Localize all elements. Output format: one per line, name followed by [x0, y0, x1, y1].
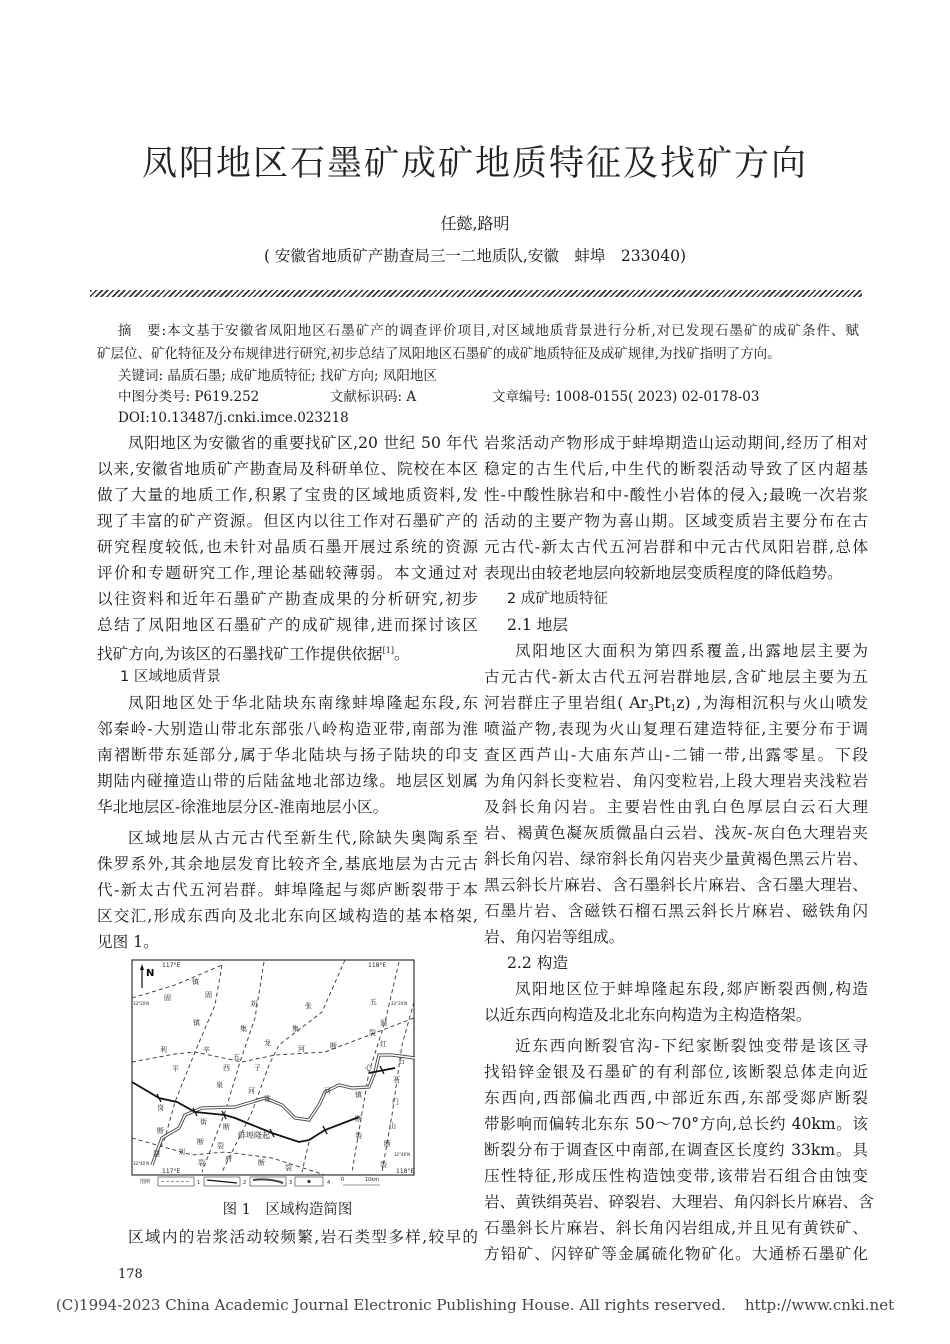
paragraph — [97, 825, 478, 955]
text-line: 岩、黄铁绢英岩、碎裂岩、大理岩、角闪斜长片麻岩、含 — [484, 1193, 874, 1211]
map-label: 裂 — [198, 1159, 205, 1167]
text-line: 凤阳地区为安徽省的重要找矿区,20 世纪 50 年代 — [128, 434, 478, 452]
map-label: 河 — [298, 1045, 305, 1053]
text-line: 总结了凤阳地区石墨矿产的成矿规律,进而探讨该区 — [97, 616, 478, 634]
map-label: 断 — [157, 1127, 164, 1135]
map-label: 固 — [205, 991, 212, 999]
longitude-label: 118°E — [368, 962, 387, 969]
section-heading: 2.2 构造 — [507, 954, 568, 972]
uplift-label: 蚌埠隆起 — [238, 1131, 270, 1140]
paragraph — [484, 976, 868, 1028]
latitude-label: 33°20′N — [391, 1001, 408, 1006]
article-number: 文章编号: 1008-0155( 2023) 02-0178-03 — [492, 389, 760, 405]
map-label: 裂 — [369, 1029, 376, 1037]
legend-label: 3 — [289, 1180, 293, 1186]
text-line: 做了大量的地质工作,积累了宝贵的区域地质资料,发 — [97, 486, 478, 504]
text-line: 岩浆活动产物形成于蚌埠期造山运动期间,经历了相对 — [484, 434, 868, 452]
text-line: 见图 1。 — [97, 933, 159, 951]
text-line: 以来,安徽省地质矿产勘查局及科研单位、院校在本区 — [97, 460, 478, 478]
article-meta — [118, 366, 858, 429]
map-label: 镇 — [355, 1091, 362, 1099]
map-label: 张 — [305, 1002, 312, 1010]
map-label: 裂 — [153, 1150, 160, 1158]
paragraph — [484, 1033, 874, 1267]
map-label: 淮 — [264, 1095, 271, 1103]
map-label: 裂 — [380, 1161, 387, 1169]
left-column — [97, 430, 478, 955]
text-line: 区域地层从古元古代至新生代,除缺失奥陶系至 — [128, 829, 478, 847]
legend-label: 1 — [197, 1180, 201, 1186]
text-line: 凤阳地区处于华北陆块东南缘蚌埠隆起东段,东 — [128, 694, 478, 712]
text-line: 河岩群庄子里岩组( $Ar_3Pt_1z$) ,为海相沉积与火山喷发 — [484, 694, 868, 714]
text-line: 断裂分布于调查区中南部,在调查区长度约 33km。具 — [484, 1141, 868, 1159]
map-label: 镇 — [192, 978, 199, 986]
affiliation: ( 安徽省地质矿产勘查局三一二地质队,安徽 蚌埠 233040) — [263, 247, 687, 265]
text-line: 表现出由较老地层向较新地层变质程度的降低趋势。 — [484, 564, 843, 582]
right-column — [484, 430, 874, 1267]
map-label: 断 — [223, 1123, 230, 1131]
section-heading: 2.1 地层 — [507, 616, 568, 634]
longitude-label: 118°E — [396, 1168, 415, 1175]
map-label: 石 — [393, 1076, 400, 1084]
map-label: 利 — [160, 1046, 167, 1054]
text-line: 压性特征,形成压性构造蚀变带,该带岩石组合由蚀变 — [484, 1167, 868, 1185]
paragraph — [484, 638, 868, 950]
text-line: 性-中酸性脉岩和中-酸性小岩体的侵入;最晚一次岩浆 — [484, 486, 868, 504]
text-line: 以往资料和近年石墨矿产勘查成果的分析研究,初步 — [97, 590, 478, 608]
text-line: 斜长角闪岩、绿帘斜长角闪岩夹少量黄褐色黑云片岩、 — [484, 850, 868, 868]
text-line: 带影响而偏转北东东 50～70°方向,总长约 40km。该 — [484, 1115, 868, 1133]
latitude-label: 33°20′N — [133, 1001, 150, 1006]
legend-label: 2 — [243, 1180, 247, 1186]
section-heading: 1 区域地质背景 — [120, 669, 221, 685]
map-label: 裂 — [285, 1164, 292, 1172]
decorative-divider — [90, 290, 862, 297]
text-line: 稳定的古生代后,中生代的断裂活动导致了区内超基 — [484, 460, 868, 478]
text-line: 近东西向断裂官沟-下纪家断裂蚀变带是该区寻 — [515, 1037, 868, 1055]
north-label: N — [146, 968, 155, 979]
scale-label: 10km — [365, 1177, 380, 1183]
text-line: 评价和专题研究工作,理论基础较薄弱。本文通过对 — [97, 564, 478, 582]
map-label: 河 — [324, 1087, 331, 1095]
text-line: 古元古代-新太古代五河岩群地层,含矿地层主要为五 — [484, 668, 868, 686]
paragraph — [484, 430, 868, 586]
text-line: 凤阳地区大面积为第四系覆盖,出露地层主要为 — [515, 642, 868, 660]
doi: DOI:10.13487/j.cnki.imce.023218 — [118, 410, 349, 426]
map-label: 断 — [258, 1159, 265, 1167]
map-label: 裂 — [217, 1142, 224, 1150]
latitude-label: 32°40′N — [133, 1161, 150, 1166]
latitude-label: 32°40′N — [394, 1152, 411, 1157]
map-label: 固 — [164, 994, 171, 1002]
text-line: 代-新太古代五河岩群。蚌埠隆起与郯庐断裂带于本 — [97, 881, 478, 899]
text-line: 喷溢产物,表现为火山复理石建造特征,主要分布于调 — [484, 720, 868, 738]
subscript: 1 — [670, 704, 677, 714]
map-label: 平 — [172, 1065, 179, 1073]
map-label: 河 — [248, 1087, 255, 1095]
text-line: 以近东西向构造及北北东向构造为主构造格架。 — [484, 1006, 812, 1024]
text-line: 活动的主要产物为喜山期。区域变质岩主要分布在古 — [484, 512, 868, 530]
text-line: 石墨斜长片麻岩、斜长角闪岩组成,并且见有黄铁矿、 — [484, 1219, 868, 1237]
text-line: 黑云斜长片麻岩、含石墨斜长片麻岩、含石墨大理岩、 — [484, 876, 868, 894]
map-label: 裂 — [355, 1132, 362, 1140]
map-label: 西 — [223, 1064, 230, 1072]
map-label: 心 — [365, 1064, 372, 1072]
map-label: 断 — [330, 1042, 337, 1050]
text-line: 方铅矿、闪锌矿等金属硫化物矿化。大通桥石墨矿化 — [484, 1245, 868, 1263]
text-line: 期陆内碰撞造山带的后陆盆地北部边缘。地层区划属 — [97, 772, 478, 790]
map-label: 刘 — [250, 1000, 257, 1008]
map-label: 涧 — [380, 1019, 387, 1027]
abstract — [97, 320, 859, 366]
text-line: 研究程度较低,也未针对晶质石墨开展过系统的资源 — [97, 538, 478, 556]
map-label: 断 — [384, 1140, 391, 1148]
text-line: 岩、褐黄色凝灰质微晶白云岩、浅灰-灰白色大理岩夹 — [484, 824, 868, 842]
text-line: 找矿方向,为该区的石墨找矿工作提供依据[1]。 — [97, 645, 410, 663]
text-line: 元古代-新太古代五河岩群和中元古代凤阳岩群,总体 — [484, 538, 868, 556]
text-line: 及斜长角闪岩。主要岩性由乳白色厚层白云石大理 — [484, 798, 868, 816]
abstract-line: 摘 要:本文基于安徽省凤阳地区石墨矿产的调查评价项目,对区域地质背景进行分析,对已发现石墨矿的成矿条件、赋 — [118, 323, 859, 339]
text-line: 凤阳地区位于蚌埠隆起东段,郯庐断裂西侧,构造 — [515, 980, 868, 998]
regional-structure-map — [130, 958, 416, 1196]
map-label: 辛 — [203, 1046, 210, 1054]
map-label: 龙 — [264, 1039, 271, 1047]
text-line: 现了丰富的矿产资源。但区内以往工作对石墨矿产的 — [97, 512, 478, 530]
legend-title: 图例 — [140, 1179, 151, 1185]
page-number: 178 — [118, 1267, 143, 1282]
legend-label: 4 — [327, 1180, 331, 1186]
map-label: 集 — [240, 1025, 247, 1033]
map-label: 刘 — [178, 1148, 185, 1156]
clc-number: 中图分类号: P619.252 — [118, 389, 260, 405]
map-label: 五 — [370, 998, 377, 1006]
left-column-continuation — [97, 1224, 478, 1250]
text-line: 华北地层区-徐淮地层分区-淮南地层小区。 — [97, 798, 389, 816]
map-label: 街 — [200, 1118, 207, 1126]
section-heading: 2 成矿地质特征 — [507, 591, 608, 607]
text-line: 南褶断带东延部分,属于华北陆块与扬子陆块的印支 — [97, 746, 478, 764]
text-line: 侏罗系外,其余地层发育比较齐全,基底地层为古元古 — [97, 855, 478, 873]
longitude-label: 117°E — [162, 962, 181, 969]
paragraph — [97, 430, 478, 664]
map-label: 集 — [292, 1025, 299, 1033]
map-label: 镇 — [193, 1019, 200, 1027]
authors: 任懿,路明 — [440, 214, 510, 233]
map-label: 断 — [355, 1115, 362, 1123]
longitude-label: 117°E — [162, 1168, 181, 1175]
map-label: 红 — [380, 1040, 387, 1048]
text-line: 为角闪斜长变粒岩、角闪变粒岩,上段大理岩夹浅粒岩 — [484, 772, 868, 790]
citation-ref: [1] — [382, 646, 394, 655]
keywords: 关键词: 晶质石墨; 成矿地质特征; 找矿方向; 凤阳地区 — [118, 368, 437, 384]
text-line: 石墨片岩、含磁铁石榴石黑云斜长片麻岩、磁铁角闪 — [484, 902, 868, 920]
text-line: 东西向,西部偏北西西,中部近东西,东部受郯庐断裂 — [484, 1089, 868, 1107]
text-line: 找铅锌金银及石墨矿的有利部位,该断裂总体走向近 — [484, 1063, 868, 1081]
figure-caption: 图 1 区域构造简图 — [222, 1202, 353, 1218]
text-line: 查区西芦山-大庙东芦山-二铺一带,出露零星。下段 — [484, 746, 868, 764]
text-line: 邻秦岭-大别造山带北东部张八岭构造亚带,南部为淮 — [97, 720, 478, 738]
text-line: 区域内的岩浆活动较频繁,岩石类型多样,较早的 — [128, 1228, 478, 1246]
scale-zero: 0 — [341, 1177, 345, 1183]
copyright-footer: (C)1994-2023 China Academic Journal Electronic Publishing House. All rights reserved. http://www.cnki.net — [55, 1296, 895, 1314]
map-label: 子 — [254, 1064, 261, 1072]
map-label: 泉 — [216, 1081, 223, 1089]
map-legend — [140, 1177, 380, 1186]
text-line: 区交汇,形成东西向及北北东向区域构造的基本格架, — [97, 907, 478, 925]
map-label: 山 — [389, 1122, 396, 1130]
map-label: 五 — [233, 1053, 240, 1061]
map-label: 门 — [392, 1098, 399, 1106]
map-label: 府 — [225, 1155, 232, 1163]
paper-title: 凤阳地区石墨矿成矿地质特征及找矿方向 — [141, 144, 808, 184]
paragraph — [97, 690, 478, 820]
subscript: 3 — [648, 704, 654, 714]
map-label: 断 — [197, 1138, 204, 1146]
document-code: 文献标识码: A — [330, 389, 417, 405]
abstract-line: 矿层位、矿化特征及分布规律进行研究,初步总结了凤阳地区石墨矿的成矿地质特征及成矿规律,为找矿指明了方向。 — [97, 346, 781, 362]
text-line: 岩、角闪岩等组成。 — [484, 928, 625, 946]
map-label: 石 — [398, 1057, 405, 1065]
map-label: 岗 — [157, 1104, 164, 1112]
